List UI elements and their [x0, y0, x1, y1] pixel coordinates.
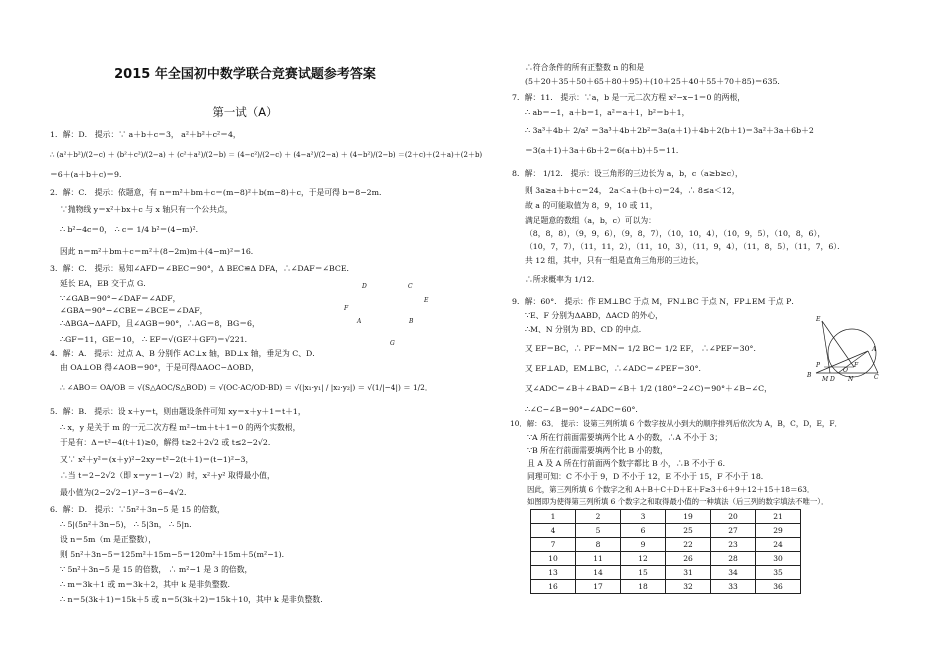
- table-cell: 36: [756, 580, 801, 594]
- table-cell: 29: [756, 524, 801, 538]
- table-cell: 28: [711, 552, 756, 566]
- text-line: 满足题意的数组（a，b，c）可以为：: [525, 216, 656, 225]
- geo-label: C: [874, 374, 879, 381]
- text-line: 因此，第三列所填 6 个数字之和 A＋B＋C＋D＋E＋F≥3＋6＋9＋12＋15＋18＝63．: [527, 485, 815, 494]
- geo-label: C: [408, 283, 413, 290]
- text-line: ∵ 5n²＋3n−5 是 15 的倍数， ∴ m²−1 是 3 的倍数，: [60, 565, 253, 574]
- geo-label: D: [830, 376, 835, 383]
- section-subtitle: 第一试（A）: [212, 105, 278, 119]
- text-line: ∴所求概率为 1/12．: [525, 275, 600, 284]
- table-row: [531, 524, 801, 538]
- text-line: 又∠ADC＝∠B＋∠BAD＝∠B＋ 1/2 (180°−2∠C)＝90°＋∠B−∠C，: [525, 384, 772, 393]
- text-line: 3．解：C． 提示：易知∠AFD＝∠BEC＝90°，Δ BEC≌Δ DFA，∴∠DAF＝∠BCE．: [50, 264, 355, 273]
- table-row: [531, 538, 801, 552]
- geo-label: F: [854, 362, 859, 369]
- text-line: ∴ 5|(5n²＋3n−5)， ∴ 5|3n， ∴ 5|n．: [60, 520, 197, 529]
- text-line: (5＋20＋35＋50＋65＋80＋95)＋(10＋25＋40＋55＋70＋85)＝635．: [525, 77, 786, 86]
- text-line: 因此 n＝m²＋bm＋c＝m²＋(8−2m)m＋(4−m)²＝16．: [60, 247, 259, 256]
- text-line: ∵B 所在行前面需要填两个比 B 小的数，: [527, 446, 668, 455]
- text-line: ＝6＋(a＋b＋c)＝9．: [50, 170, 127, 179]
- table-cell: 30: [756, 552, 801, 566]
- circle-diagram: [808, 315, 888, 395]
- text-line: 同理可知：C 不小于 9，D 不小于 12，E 不小于 15，F 不小于 18．: [527, 472, 769, 481]
- text-line: 又 EF＝BC，∴ PF＝MN＝ 1/2 BC＝ 1/2 EF， ∴∠PEF＝30°．: [525, 344, 762, 353]
- text-line: 延长 EA，EB 交于点 G．: [60, 279, 151, 288]
- text-line: ∵抛物线 y＝x²＋bx＋c 与 x 轴只有一个公共点，: [60, 205, 233, 214]
- geo-label: B: [807, 372, 812, 379]
- geo-label: N: [848, 376, 854, 383]
- text-line: 共 12 组，其中，只有一组是直角三角形的三边长，: [525, 256, 704, 265]
- table-cell: 3: [621, 510, 666, 524]
- text-line: （8，8，8），（9，9，6），（9，8，7），（10，10，4），（10，9，5），（10，8，6），: [525, 229, 826, 238]
- text-line: ∴ n＝5(3k＋1)＝15k＋5 或 n＝5(3k＋2)＝15k＋10，其中 k 是非负整数.: [60, 595, 323, 604]
- text-line: ∴∠C−∠B＝90°−∠ADC＝60°．: [525, 405, 644, 414]
- text-line: 又∵ x²＋y²＝(x＋y)²−2xy＝t²−2(t＋1)＝(t−1)²−3，: [60, 455, 254, 464]
- text-line: ∴GF＝11，GE＝10， ∴ EF＝√(GE²＋GF²)＝√221．: [60, 335, 253, 344]
- text-line: 6．解：D． 提示：∵5n²＋3n−5 是 15 的倍数，: [50, 505, 225, 514]
- table-cell: 6: [621, 524, 666, 538]
- text-line: 1．解：D． 提示：∵ a＋b＋c＝3， a²＋b²＋c²＝4，: [50, 130, 241, 139]
- geo-label: A: [357, 318, 362, 325]
- table-cell: 14: [576, 566, 621, 580]
- text-line: 10．解：63． 提示：设第三列所填 6 个数字按从小到大的顺序排列后依次为 A，B，C，D，E，F．: [510, 419, 842, 428]
- geo-label: G: [390, 340, 395, 347]
- text-line: （10，7，7），（11，11，2），（11，10，3），（11，9，4），（11，8，5），（11，7，6）．: [525, 242, 845, 251]
- table-cell: 7: [531, 538, 576, 552]
- table-cell: 20: [711, 510, 756, 524]
- text-line: ∴ x，y 是关于 m 的一元二次方程 m²−tm＋t＋1＝0 的两个实数根，: [60, 423, 301, 432]
- text-line: 由 OA⊥OB 得∠AOB＝90°，于是可得ΔAOC∽ΔOBD，: [60, 363, 259, 372]
- text-line: ∴ b²−4c＝0， ∴ c＝ 1/4 b²＝(4−m)²．: [60, 225, 204, 234]
- table-cell: 27: [711, 524, 756, 538]
- geo-label: P: [816, 362, 821, 369]
- table-cell: 4: [531, 524, 576, 538]
- text-line: ∴ ab＝−1，a＋b＝1，a²＝a＋1，b²＝b＋1，: [525, 108, 690, 117]
- table-cell: 9: [621, 538, 666, 552]
- table-cell: 10: [531, 552, 576, 566]
- table-cell: 11: [576, 552, 621, 566]
- text-line: 则 3a≥a＋b＋c＝24， 2a＜a＋(b＋c)＝24，∴ 8≤a＜12，: [525, 186, 740, 195]
- text-line: ∴ΔBGA∽ΔAFD，且∠AGB＝90°，∴AG＝8，BG＝6，: [60, 319, 260, 328]
- table-row: [531, 580, 801, 594]
- text-line: ∴ 3a³＋4b＋ 2/a² ＝3a³＋4b＋2b²＝3a(a＋1)＋4b＋2(b＋1)＝3a²＋3a＋6b＋2: [525, 126, 814, 135]
- text-line: ∴ ∠ABO＝ OA/OB ＝ √(S△AOC/S△BOD) ＝ √(OC·AC/OD·BD) ＝ √(|x₁·y₁| / |x₂·y₂|) ＝ √(1/|−4|) ＝ 1/2．: [60, 383, 433, 392]
- table-cell: 24: [756, 538, 801, 552]
- geo-label: O: [843, 367, 848, 374]
- table-cell: 15: [621, 566, 666, 580]
- geo-label: F: [344, 305, 349, 312]
- text-line: ＝3(a＋1)＋3a＋6b＋2＝6(a＋b)＋5＝11．: [525, 146, 684, 155]
- page-title: 2015 年全国初中数学联合竞赛试题参考答案: [114, 67, 376, 82]
- text-line: ∴符合条件的所有正整数 n 的和是: [525, 63, 645, 72]
- text-line: 8．解： 1/12． 提示：设三角形的三边长为 a，b，c（a≥b≥c），: [512, 169, 743, 178]
- table-row: [531, 510, 801, 524]
- table-cell: 21: [756, 510, 801, 524]
- table-cell: 31: [666, 566, 711, 580]
- text-line: 5．解：B． 提示：设 x＋y＝t，则由题设条件可知 xy＝x＋y＋1＝t＋1，: [50, 407, 306, 416]
- table-cell: 23: [711, 538, 756, 552]
- text-line: 则 5n²＋3n−5＝125m²＋15m−5＝120m²＋15m＋5(m²−1)．: [60, 550, 290, 559]
- table-cell: 8: [576, 538, 621, 552]
- table-cell: 35: [756, 566, 801, 580]
- geo-label: M: [822, 376, 829, 383]
- text-line: 如图即为使得第三列所填 6 个数字之和取得最小值的一种填法（后三列的数字填法不唯一）．: [527, 497, 829, 506]
- text-line: ∴当 t＝2−2√2（即 x＝y＝1−√2）时，x²＋y² 取得最小值，: [60, 471, 275, 480]
- number-table: [530, 509, 801, 594]
- text-line: ∵∠GAB＝90°−∠DAF＝∠ADF，: [60, 294, 181, 303]
- table-row: [531, 552, 801, 566]
- table-cell: 22: [666, 538, 711, 552]
- text-line: 9．解：60°． 提示：作 EM⊥BC 于点 M，FN⊥BC 于点 N，FP⊥EM 于点 P．: [512, 297, 800, 306]
- text-line: 又 EF⊥AD，EM⊥BC，∴∠ADC＝∠PEF＝30°．: [525, 364, 707, 373]
- geo-label: E: [424, 297, 429, 304]
- text-line: ∠GBA＝90°−∠CBE＝∠BCE＝∠DAF，: [60, 306, 208, 315]
- text-line: 设 n＝5m（m 是正整数），: [60, 535, 156, 544]
- text-line: 且 A 及 A 所在行前面两个数字都比 B 小，∴B 不小于 6．: [527, 459, 731, 468]
- table-cell: 16: [531, 580, 576, 594]
- table-cell: 32: [666, 580, 711, 594]
- table-row: [531, 566, 801, 580]
- text-line: 于是有：Δ＝t²−4(t＋1)≥0，解得 t≥2＋2√2 或 t≤2−2√2．: [60, 438, 276, 447]
- geo-label: D: [362, 283, 367, 290]
- table-cell: 25: [666, 524, 711, 538]
- text-line: 最小值为(2−2√2−1)²−3＝6−4√2．: [60, 488, 192, 497]
- table-cell: 18: [621, 580, 666, 594]
- table-cell: 34: [711, 566, 756, 580]
- text-line: ∴ (a²＋b²)/(2−c) ＋ (b²＋c²)/(2−a) ＋ (c²＋a²)/(2−b) ＝ (4−c²)/(2−c) ＋ (4−a²)/(2−a) ＋ (4−b²)/(2−b) ＝(2＋c)＋(2＋a)＋(2＋b): [50, 151, 483, 159]
- table-cell: 2: [576, 510, 621, 524]
- text-line: 故 a 的可能取值为 8，9，10 或 11，: [525, 201, 658, 210]
- table-cell: 13: [531, 566, 576, 580]
- geo-label: E: [816, 316, 821, 323]
- table-cell: 19: [666, 510, 711, 524]
- text-line: ∴ m＝3k＋1 或 m＝3k＋2，其中 k 是非负整数.: [60, 580, 230, 589]
- table-cell: 33: [711, 580, 756, 594]
- text-line: 7．解：11． 提示：∵a，b 是一元二次方程 x²−x−1＝0 的两根，: [512, 93, 746, 102]
- text-line: ∵A 所在行前面需要填两个比 A 小的数，∴A 不小于 3；: [527, 433, 723, 442]
- text-line: 2．解：C． 提示：依题意，有 n＝m²＋bm＋c＝(m−8)²＋b(m−8)＋c，于是可得 b＝8−2m．: [50, 188, 387, 197]
- table-cell: 5: [576, 524, 621, 538]
- table-cell: 12: [621, 552, 666, 566]
- text-line: ∴M、N 分别为 BD、CD 的中点．: [525, 325, 647, 334]
- table-cell: 26: [666, 552, 711, 566]
- text-line: ∵E、F 分别为ΔABD，ΔACD 的外心，: [525, 311, 663, 320]
- table-cell: 1: [531, 510, 576, 524]
- geo-label: B: [409, 318, 414, 325]
- table-cell: 17: [576, 580, 621, 594]
- geo-label: A: [872, 346, 877, 353]
- text-line: 4．解：A． 提示：过点 A、B 分别作 AC⊥x 轴，BD⊥x 轴，垂足为 C、D．: [50, 349, 321, 358]
